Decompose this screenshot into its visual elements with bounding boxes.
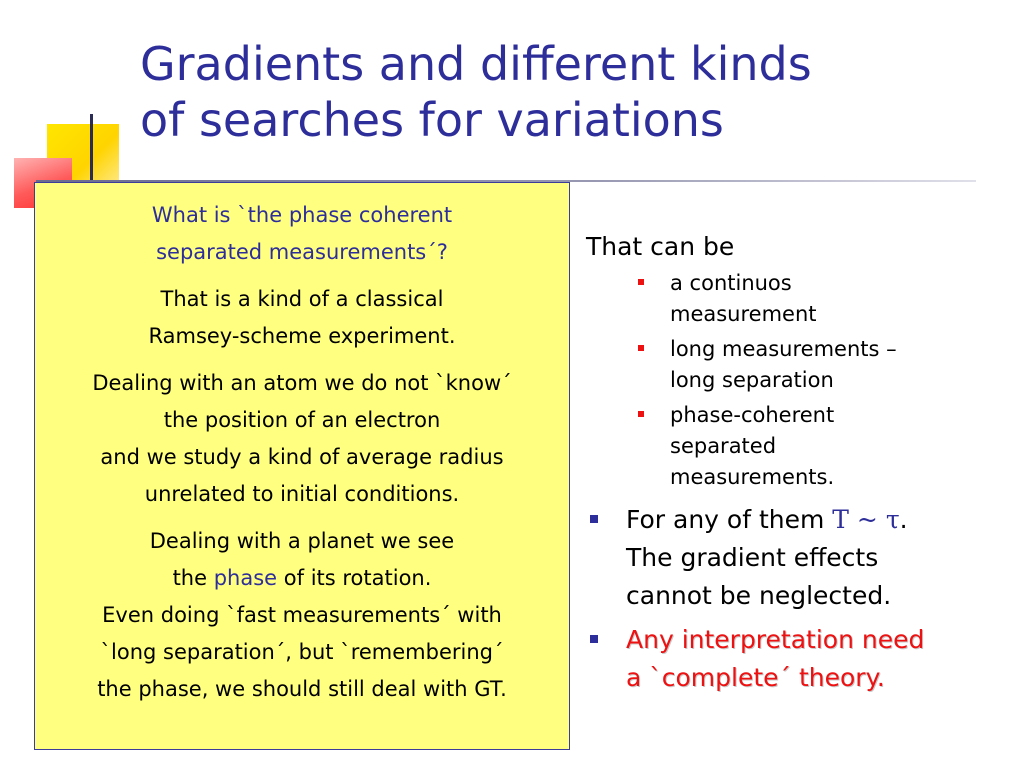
title-line-1: Gradients and different kinds bbox=[140, 37, 812, 91]
p3-line-1: Dealing with a planet we see bbox=[149, 529, 455, 553]
main-item-gradient bbox=[586, 501, 996, 615]
p1-line-1: That is a kind of a classical bbox=[160, 287, 444, 311]
sub-item-3-line-2: separated bbox=[670, 434, 777, 458]
p2-line-3: and we study a kind of average radius bbox=[100, 445, 504, 469]
paragraph-planet bbox=[35, 523, 569, 708]
p3-line-4: `long separation´, but `remembering´ bbox=[100, 640, 504, 664]
p3-line-2-pre: the bbox=[172, 566, 208, 590]
p2-line-2: the position of an electron bbox=[163, 408, 441, 432]
paragraph-ramsey bbox=[35, 281, 569, 355]
title-line-2: of searches for variations bbox=[140, 93, 724, 147]
sub-item-3-line-3: measurements. bbox=[670, 465, 835, 489]
sub-bullet-list bbox=[586, 268, 996, 493]
paragraph-atom bbox=[35, 365, 569, 513]
sub-item-1-line-1: a continuos bbox=[670, 271, 792, 295]
red-bullet-icon bbox=[638, 345, 644, 351]
item1-line-2: The gradient effects bbox=[626, 543, 879, 572]
t-tau-symbol: T ~ τ bbox=[832, 505, 900, 534]
sub-item-3-line-1: phase-coherent bbox=[670, 403, 835, 427]
blue-bullet-icon bbox=[590, 515, 598, 523]
sub-item bbox=[638, 268, 996, 330]
question-line-2: separated measurements´? bbox=[156, 240, 448, 264]
item1-pre: For any of them bbox=[626, 505, 825, 534]
item2-line-2: a `complete´ theory. bbox=[626, 663, 885, 692]
lead-text: That can be bbox=[586, 232, 735, 261]
item1-post: . bbox=[899, 505, 908, 534]
p3-line-5: the phase, we should still deal with GT. bbox=[97, 677, 507, 701]
sub-item-1-line-2: measurement bbox=[670, 302, 817, 326]
sub-item-2-line-2: long separation bbox=[670, 368, 834, 392]
p2-line-4: unrelated to initial conditions. bbox=[144, 482, 460, 506]
main-item-interpretation bbox=[586, 621, 996, 697]
item2-line-1: Any interpretation need bbox=[626, 625, 925, 654]
sub-item-2-line-1: long measurements – bbox=[670, 337, 897, 361]
right-column bbox=[586, 230, 996, 703]
main-bullet-list bbox=[586, 501, 996, 697]
question-line-1: What is `the phase coherent bbox=[151, 203, 453, 227]
p2-line-1: Dealing with an atom we do not `know´ bbox=[92, 371, 512, 395]
p3-line-3: Even doing `fast measurements´ with bbox=[102, 603, 502, 627]
p3-line-2-post: of its rotation. bbox=[283, 566, 432, 590]
red-bullet-icon bbox=[638, 411, 644, 417]
p1-line-2: Ramsey-scheme experiment. bbox=[148, 324, 456, 348]
slide-title bbox=[140, 36, 1000, 148]
sub-item bbox=[638, 334, 996, 396]
item1-line-3: cannot be neglected. bbox=[626, 581, 892, 610]
question bbox=[35, 197, 569, 271]
phase-word: phase bbox=[213, 566, 278, 590]
note-box bbox=[34, 182, 570, 750]
sub-item bbox=[638, 400, 996, 493]
blue-bullet-icon bbox=[590, 635, 598, 643]
red-bullet-icon bbox=[638, 279, 644, 285]
